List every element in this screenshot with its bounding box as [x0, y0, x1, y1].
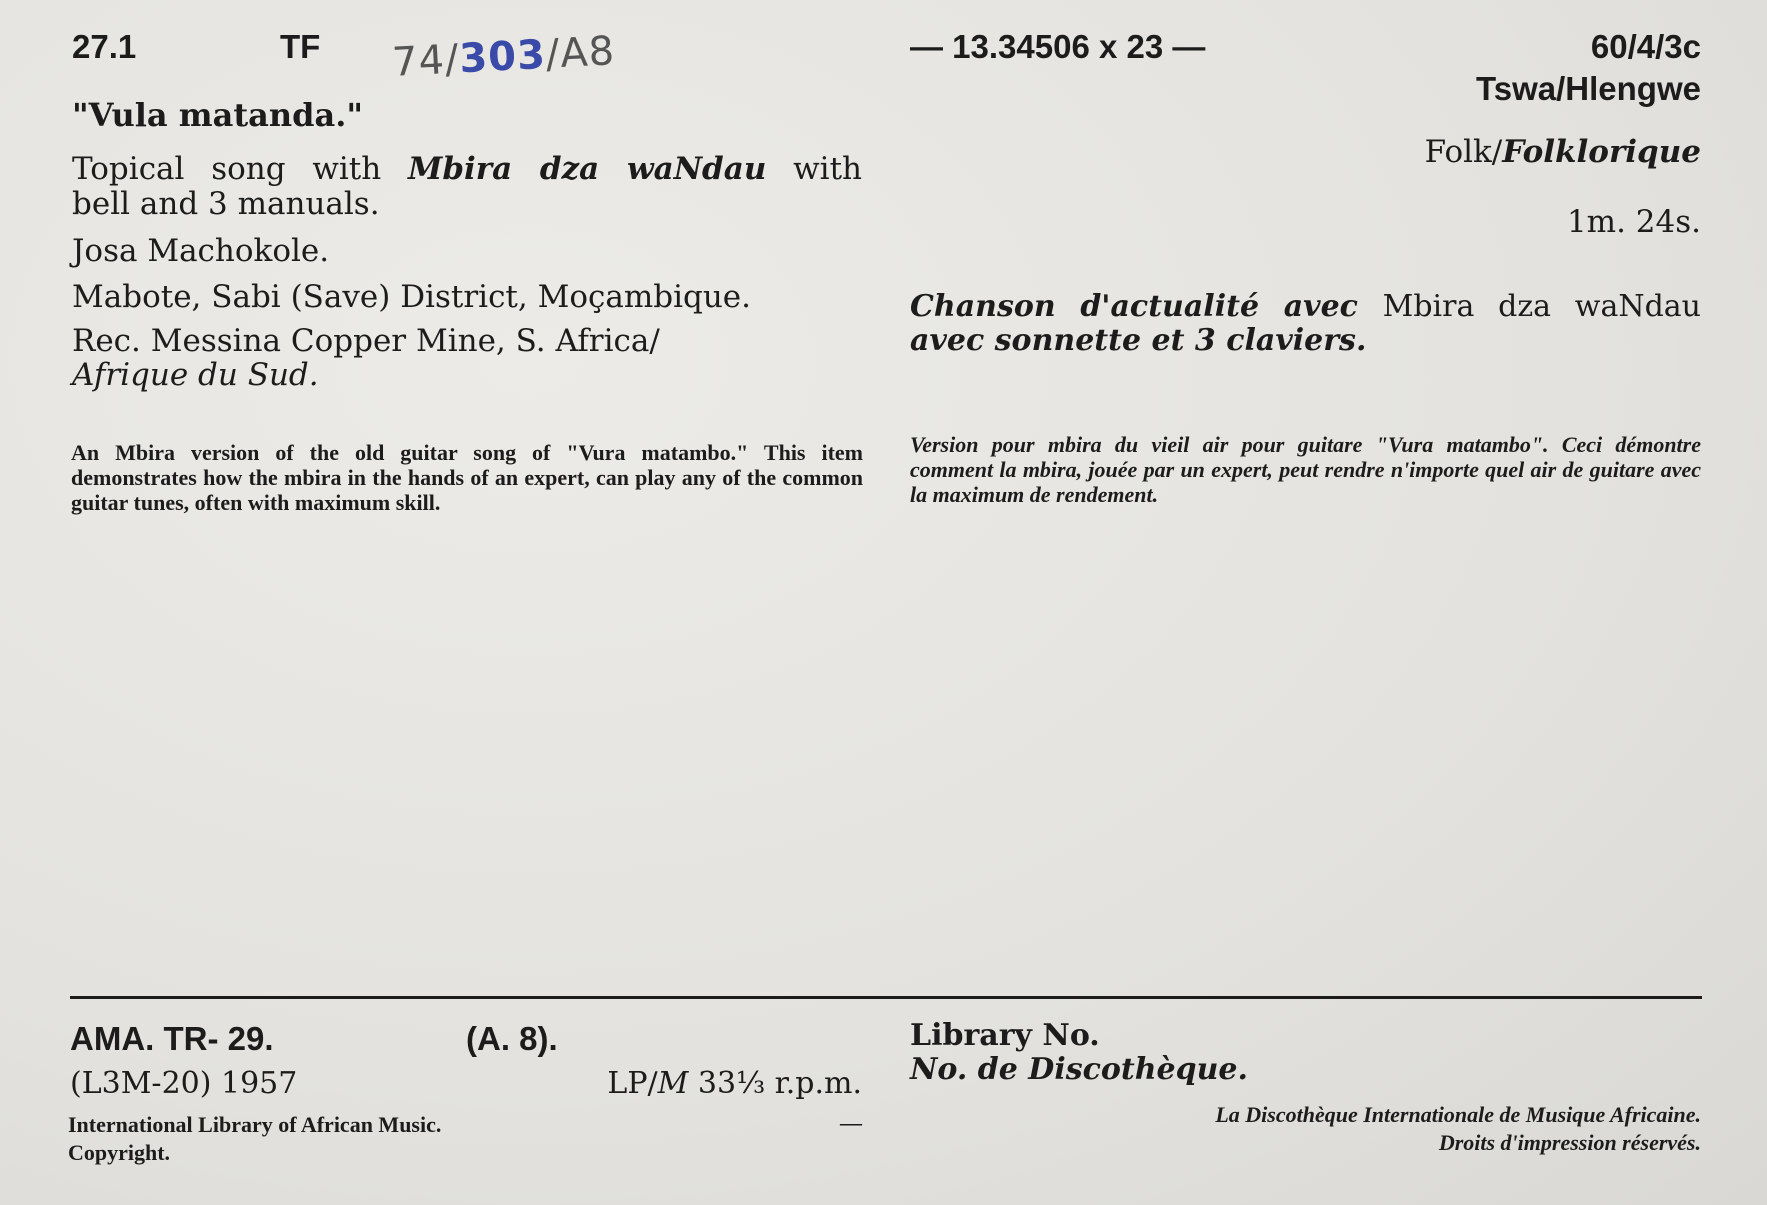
handwritten-reference [391, 28, 616, 86]
discotheque-name: La Discothèque Internationale de Musique Africaine. [1215, 1102, 1701, 1127]
card-code: 27.1 [72, 28, 137, 65]
copyright: Copyright. [68, 1140, 171, 1165]
english-note: An Mbira version of the old guitar song of "Vura matambo." This item demonstrates how the mbira in the hands of an expert, can play any of the common guitar tunes, often with maximum skill. [71, 440, 863, 515]
french-instrument-name: Mbira dza waNdau [1382, 289, 1702, 324]
ama-reference: AMA. TR- 29. [70, 1020, 274, 1057]
performer: Josa Machokole. [72, 233, 330, 269]
footer-dash: — [840, 1110, 862, 1135]
english-description [72, 152, 862, 187]
location: Mabote, Sabi (Save) District, Moçambique. [72, 279, 752, 315]
rights-reserved: Droits d'impression réservés. [1438, 1130, 1701, 1155]
matrix-year: (L3M-20) 1957 [70, 1066, 298, 1101]
discotheque-number-label: No. de Discothèque. [910, 1052, 1248, 1087]
catalog-number: 60/4/3c [1590, 28, 1701, 65]
ilam-name: International Library of African Music. [68, 1112, 442, 1137]
recording-place-french: Afrique du Sud. [72, 357, 319, 393]
description-text-a: Topical song with [72, 151, 408, 187]
tribe: Tswa/Hlengwe [1476, 70, 1701, 107]
handwritten-prefix: 74/ [390, 36, 461, 86]
genre [1425, 134, 1701, 170]
record-format-c: 33⅓ r.p.m. [688, 1066, 862, 1101]
record-format [607, 1066, 862, 1101]
genre-english: Folk/ [1424, 134, 1503, 170]
description-text-c: with [766, 151, 862, 187]
tf-label: TF [280, 28, 321, 65]
english-description-line2: bell and 3 manuals. [72, 186, 380, 222]
divider-line [70, 996, 1702, 999]
dimensions: — 13.34506 x 23 — [910, 28, 1206, 65]
record-format-b: M [657, 1066, 689, 1101]
french-note: Version pour mbira du vieil air pour guitare "Vura matambo". Ceci démontre comment la mbira, jouée par un expert, peut rendre n'importe quel air de guitare avec la maximum de rendement. [910, 432, 1701, 507]
handwritten-suffix: /A8 [544, 28, 617, 78]
french-text-a: Chanson d'actualité avec [910, 289, 1383, 324]
french-description-line2: avec sonnette et 3 claviers. [910, 323, 1367, 358]
handwritten-number: 303 [458, 31, 548, 83]
duration: 1m. 24s. [1566, 204, 1701, 240]
record-format-a: LP/ [607, 1066, 658, 1101]
library-number-label: Library No. [910, 1018, 1100, 1053]
instrument-name: Mbira dza waNdau [408, 151, 767, 187]
song-title: "Vula matanda." [72, 96, 364, 134]
genre-french: Folklorique [1502, 134, 1701, 170]
french-description [910, 290, 1701, 324]
side-reference: (A. 8). [466, 1020, 558, 1057]
recording-place: Rec. Messina Copper Mine, S. Africa/ [72, 323, 660, 359]
